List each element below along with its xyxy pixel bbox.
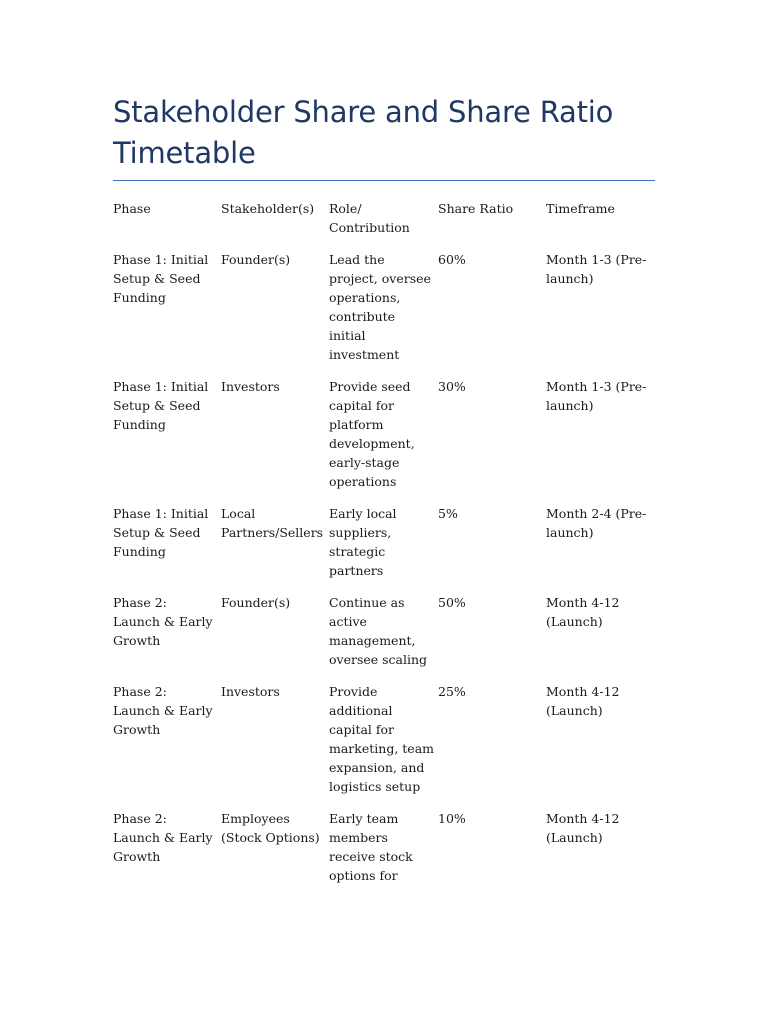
table-row [113, 809, 655, 898]
cell-share-ratio: 25% [438, 684, 466, 699]
document-title: Stakeholder Share and Share Ratio Timetable [113, 95, 614, 170]
stakeholder-table [113, 199, 655, 898]
cell-stakeholder: Founder(s) [221, 252, 291, 267]
document-page [113, 92, 655, 898]
header-role-contribution: Role/ Contribution [329, 201, 410, 235]
cell-stakeholder: Investors [221, 379, 280, 394]
cell-role: Early team members receive stock options for [329, 811, 413, 883]
cell-timeframe: Month 4-12 (Launch) [546, 684, 620, 718]
cell-share-ratio: 10% [438, 811, 466, 826]
cell-share-ratio: 50% [438, 595, 466, 610]
cell-phase: Phase 2: Launch & Early Growth [113, 811, 213, 864]
table-row [113, 682, 655, 809]
cell-role: Lead the project, oversee operations, contribute initial investment [329, 252, 431, 362]
cell-role: Early local suppliers, strategic partners [329, 506, 397, 578]
cell-role: Provide additional capital for marketing, team expansion, and logistics setup [329, 684, 434, 794]
cell-share-ratio: 5% [438, 506, 458, 521]
title-underline [113, 180, 655, 181]
cell-phase: Phase 2: Launch & Early Growth [113, 684, 213, 737]
cell-stakeholder: Employees (Stock Options) [221, 811, 320, 845]
cell-share-ratio: 30% [438, 379, 466, 394]
cell-timeframe: Month 4-12 (Launch) [546, 595, 620, 629]
cell-timeframe: Month 4-12 (Launch) [546, 811, 620, 845]
table-row [113, 250, 655, 377]
cell-stakeholder: Local Partners/Sellers [221, 506, 324, 540]
table-row [113, 593, 655, 682]
cell-timeframe: Month 2-4 (Pre-launch) [546, 506, 647, 540]
cell-stakeholder: Investors [221, 684, 280, 699]
cell-role: Continue as active management, oversee scaling [329, 595, 428, 667]
cell-timeframe: Month 1-3 (Pre-launch) [546, 379, 647, 413]
header-share-ratio: Share Ratio [438, 201, 514, 216]
cell-timeframe: Month 1-3 (Pre-launch) [546, 252, 647, 286]
cell-share-ratio: 60% [438, 252, 466, 267]
header-stakeholders: Stakeholder(s) [221, 201, 315, 216]
cell-phase: Phase 2: Launch & Early Growth [113, 595, 213, 648]
table-header-row [113, 199, 655, 250]
cell-phase: Phase 1: Initial Setup & Seed Funding [113, 506, 209, 559]
table-row [113, 504, 655, 593]
table-row [113, 377, 655, 504]
header-phase: Phase [113, 201, 151, 216]
cell-role: Provide seed capital for platform development, early-stage operations [329, 379, 415, 489]
cell-phase: Phase 1: Initial Setup & Seed Funding [113, 252, 209, 305]
cell-phase: Phase 1: Initial Setup & Seed Funding [113, 379, 209, 432]
header-timeframe: Timeframe [546, 201, 615, 216]
cell-stakeholder: Founder(s) [221, 595, 291, 610]
